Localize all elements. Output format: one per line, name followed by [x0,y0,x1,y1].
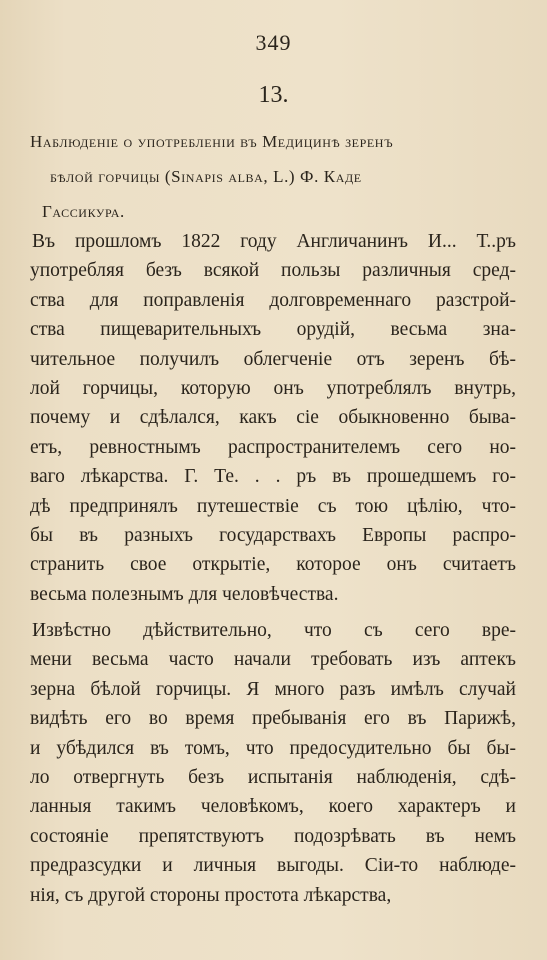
title-line-3: Гассикура. [42,202,125,221]
paragraph-2 [30,616,516,910]
text-line: Извѣстно дѣйствительно, что съ сего вре- [32,620,516,641]
article-title [30,124,520,229]
text-line: ства для поправленія долговременнаго разстрой- [30,289,516,311]
paragraph-1 [30,227,516,609]
text-line: почему и сдѣлался, какъ сіе обыкновенно быва- [30,407,516,429]
text-line: состояніе препятствуютъ подозрѣвать въ немъ [30,825,516,847]
page-number: 349 [255,30,292,55]
text-line: ло отвергнуть безъ испытанія наблюденія, сдѣ- [30,767,516,789]
text-line: мени весьма часто начали требовать изъ аптекъ [30,649,516,671]
text-line: лой горчицы, которую онъ употреблялъ внутрь, [30,378,516,400]
text-line: етъ, ревностнымъ распространителемъ сего но- [30,436,516,458]
text-line: дѣ предпринялъ путешествіе съ тою цѣлію, что- [30,495,516,517]
text-line: зерна бѣлой горчицы. Я много разъ имѣлъ случай [30,678,516,700]
text-line: ваго лѣкарства. Г. Те. . . ръ въ прошедшемъ го- [30,466,516,488]
text-line: употребляя безъ всякой пользы различныя сред- [30,260,516,282]
title-line-2: бѣлой горчицы (Sinapis alba, L.) Ф. Каде [50,167,362,186]
text-line: чительное получилъ облегченіе отъ зеренъ бѣ- [30,348,516,370]
text-line: ланныя такимъ человѣкомъ, коего характеръ и [30,796,516,818]
text-line: нія, съ другой стороны простота лѣкарства, [30,884,392,906]
title-line-1: Наблюденіе о употребленіи въ Медицинѣ зеренъ [30,132,394,151]
text-line: предразсудки и личныя выгоды. Сіи-то наблюде- [30,855,516,877]
text-line: странить свое открытіе, которое онъ считаетъ [30,554,516,576]
text-line: Въ прошломъ 1822 году Англичанинъ И... Т..ръ [32,231,516,252]
text-line: и убѣдился въ томъ, что предосудительно бы бы- [30,737,516,759]
section-number: 13. [258,82,289,108]
text-line: бы въ разныхъ государствахъ Европы распро- [30,525,516,547]
text-line: ства пищеварительныхъ орудій, весьма зна- [30,319,516,341]
text-line: весьма полезнымъ для человѣчества. [30,583,339,605]
text-line: видѣть его во время пребыванія его въ Парижѣ, [30,708,516,730]
